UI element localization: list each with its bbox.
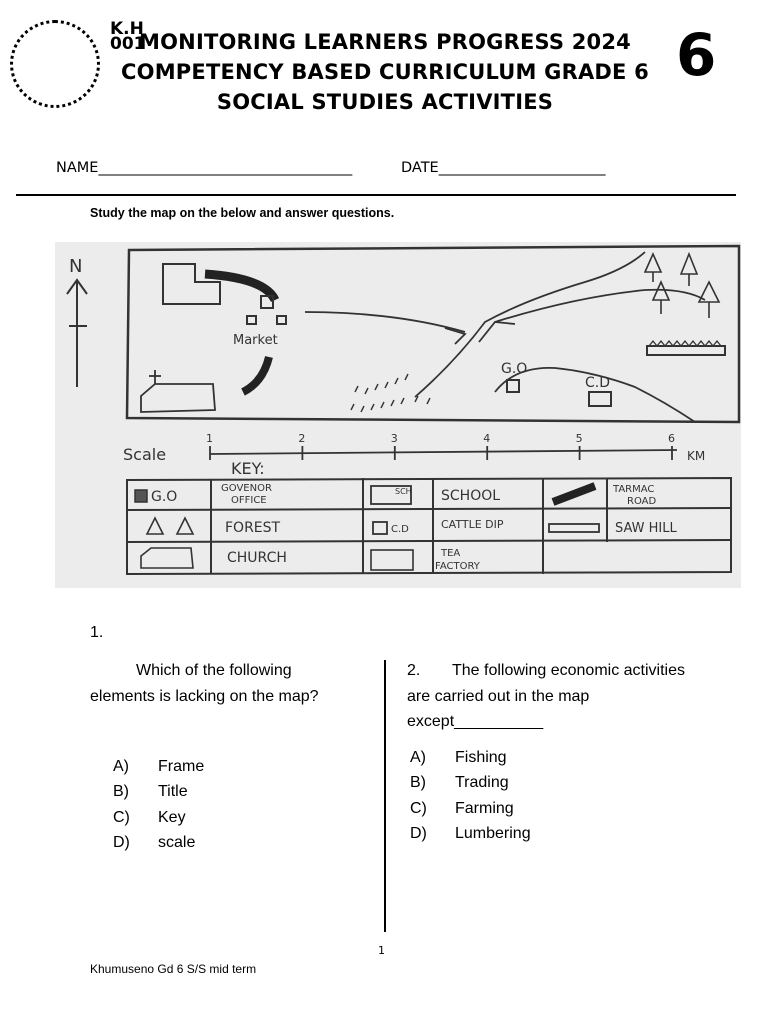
key-forest-symbol	[147, 518, 193, 534]
question-1-options	[113, 758, 204, 860]
q1-option-b[interactable]: B) Title	[113, 783, 188, 801]
scale-tick-label: 1	[206, 432, 213, 445]
name-field[interactable]: NAME___________________________________	[56, 160, 353, 176]
key-tea-factory: TEA FACTORY	[435, 548, 480, 572]
road-a	[305, 312, 465, 332]
page-number: 1	[378, 944, 385, 957]
key-saw-hill: SAW HILL	[615, 521, 677, 536]
market-stall-1	[247, 316, 256, 324]
scale-tick-label: 6	[668, 432, 675, 445]
school-stamp-circle	[10, 20, 100, 108]
key-cattle-dip: CATTLE DIP	[441, 518, 504, 531]
scale-tick-label: 5	[575, 432, 583, 445]
north-arrow	[67, 280, 87, 387]
scale-label: Scale	[123, 445, 167, 464]
saw-hill-symbol	[647, 346, 725, 355]
key-go-symbol	[135, 490, 147, 502]
date-field[interactable]: DATE_______________________	[401, 160, 606, 176]
question-1-text: Which of the following elements is lacking on the map?	[90, 662, 319, 705]
q2-option-c[interactable]: C) Farming	[410, 799, 514, 817]
q1-option-c[interactable]: C) Key	[113, 808, 186, 826]
market-label: Market	[233, 333, 278, 348]
key-go-text: G.O	[151, 489, 178, 505]
title-line-3: SOCIAL STUDIES ACTIVITIES	[216, 90, 554, 114]
scale-bar	[210, 450, 677, 454]
question-1-number: 1.	[90, 624, 104, 641]
scale-tick-label: 2	[298, 432, 306, 445]
header-divider	[16, 194, 736, 196]
forest-trees	[645, 254, 719, 318]
key-cd-text: C.D	[391, 524, 409, 535]
scale-ticks	[206, 432, 675, 460]
title-line-2: COMPETENCY BASED CURRICULUM GRADE 6	[121, 60, 649, 84]
key-sch-text: SCH	[395, 487, 412, 496]
go-label: G.O	[501, 361, 528, 377]
q2-option-a[interactable]: A) Fishing	[410, 749, 507, 766]
key-tarmac-road: TARMAC ROAD	[613, 484, 657, 507]
scale-unit: KM	[687, 449, 706, 463]
column-divider	[384, 660, 386, 932]
north-label: N	[69, 256, 83, 277]
market-stall-2	[277, 316, 286, 324]
go-symbol	[507, 380, 519, 392]
road-c	[495, 290, 705, 322]
sketch-map	[55, 242, 741, 588]
grade-number: 6	[676, 21, 717, 89]
question-2-options	[410, 749, 531, 851]
church-symbol	[141, 370, 215, 412]
key-cd-symbol	[373, 522, 387, 534]
cd-symbol	[589, 392, 611, 406]
key-forest: FOREST	[225, 520, 281, 536]
key-church-symbol	[141, 548, 193, 568]
q2-option-d[interactable]: D) Lumbering	[410, 825, 531, 843]
key-tarmac-symbol	[553, 486, 595, 502]
key-governor-office: GOVENOR OFFICE	[221, 483, 272, 506]
cd-label: C.D	[585, 375, 611, 391]
title-line-1: MONITORING LEARNERS PROGRESS 2024	[139, 30, 631, 54]
q2-option-b[interactable]: B) Trading	[410, 774, 509, 792]
scale-tick-label: 4	[483, 432, 491, 445]
q1-option-d[interactable]: D) scale	[113, 834, 196, 852]
farm-marks	[351, 374, 430, 412]
key-tea-factory-symbol	[371, 550, 413, 570]
tarmac-road-bottom	[243, 357, 269, 392]
question-2-text: 2. The following economic activities are carried out in the map except__________	[407, 662, 685, 730]
key-church: CHURCH	[227, 550, 287, 566]
stamp-code: K.H 001	[110, 19, 146, 54]
q1-option-a[interactable]: A) Frame	[113, 758, 205, 775]
road-junction	[479, 322, 515, 342]
key-title: KEY:	[231, 459, 265, 478]
road-b	[415, 252, 645, 397]
instruction-text: Study the map on the below and answer questions.	[90, 206, 395, 220]
key-saw-hill-symbol	[549, 524, 599, 532]
footer-text: Khumuseno Gd 6 S/S mid term	[90, 962, 257, 976]
key-school: SCHOOL	[441, 488, 501, 504]
scale-tick-label: 3	[390, 432, 398, 445]
